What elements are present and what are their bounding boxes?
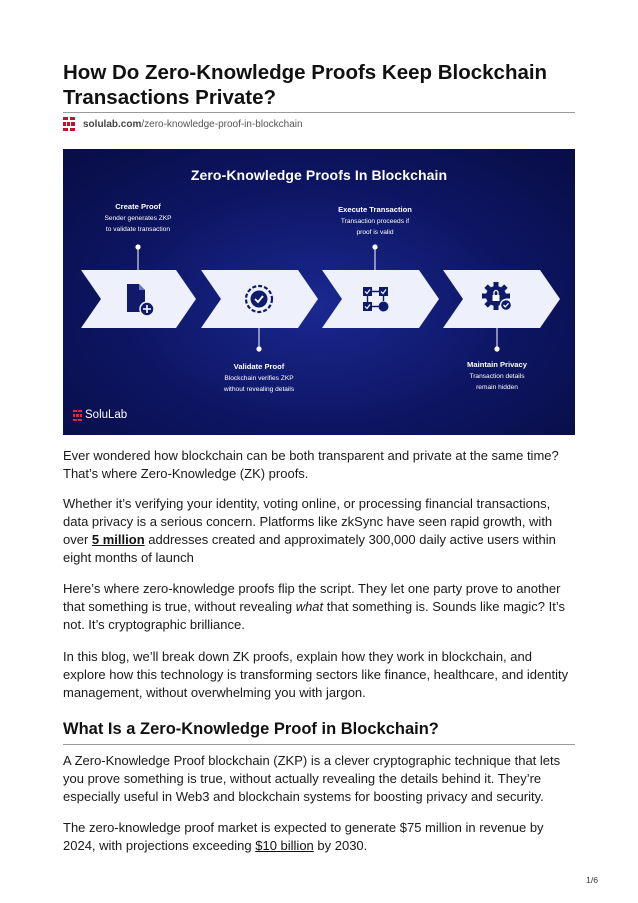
paragraph-text: by 2030.	[313, 838, 368, 853]
paragraph-text: Whether it’s verifying your identity, voting online, or processing financial transactions, data privacy is a serious concern. Platforms like zkSync have seen rapid growth, with over	[63, 496, 553, 547]
ten-billion-link[interactable]: $10 billion	[255, 838, 314, 853]
paragraph-flip	[63, 580, 575, 634]
paragraph-text: The zero-knowledge proof market is expected to generate $75 million in revenue by 2024, with projections exceeding	[63, 820, 544, 853]
section-divider	[63, 744, 575, 745]
step-execute-transaction	[315, 204, 435, 238]
hero-infographic	[63, 149, 575, 435]
paragraph-text: that something is. Sounds like magic? It’s not. It’s cryptographic brilliance.	[63, 599, 565, 632]
brand-logo	[73, 409, 127, 421]
paragraph-text: addresses created and approximately 300,000 daily active users within eight months of launch	[63, 532, 556, 565]
step-line: Blockchain verifies ZKP	[224, 375, 294, 382]
paragraph-privacy	[63, 495, 575, 567]
step-line: Sender generates ZKP	[104, 215, 172, 222]
title-divider	[63, 112, 575, 113]
section-heading: What Is a Zero-Knowledge Proof in Blockchain?	[63, 720, 439, 738]
step-line: Transaction details	[469, 373, 525, 380]
step-line: proof is valid	[356, 229, 394, 236]
step-heading: Execute Transaction	[338, 205, 412, 214]
source-path: /zero-knowledge-proof-in-blockchain	[141, 118, 303, 130]
step-heading: Create Proof	[115, 202, 161, 211]
paragraph-blog-overview: In this blog, we’ll break down ZK proofs, explain how they work in blockchain, and explore how this technology is transforming sectors like finance, healthcare, and identity management, without overwhelming you with jargon.	[63, 649, 569, 700]
step-line: without revealing details	[223, 386, 295, 393]
paragraph-text: Here’s where zero-knowledge proofs flip the script. They let one party prove to another that something is true, without revealing	[63, 581, 561, 614]
step-line: to validate transaction	[105, 226, 171, 233]
solulab-logo-icon	[73, 410, 82, 421]
source-link[interactable]	[83, 119, 303, 130]
paragraph-definition: A Zero-Knowledge Proof blockchain (ZKP) is a clever cryptographic technique that lets you prove something is true, without actually revealing the details behind it. They’re especially useful in Web3 and blockchain systems for boosting privacy and security.	[63, 753, 561, 804]
step-arrow-3	[322, 270, 439, 328]
step-line: Transaction proceeds if	[340, 218, 410, 225]
step-create-proof	[78, 201, 198, 235]
solulab-favicon-icon	[63, 117, 75, 131]
paragraph-market	[63, 819, 575, 855]
paragraph-intro: Ever wondered how blockchain can be both transparent and private at the same time? That’s where Zero-Knowledge (ZK) proofs.	[63, 448, 559, 481]
source-domain: solulab.com	[83, 118, 142, 130]
source-line	[63, 116, 303, 132]
step-validate-proof	[199, 361, 319, 395]
brand-name: SoluLab	[85, 409, 128, 421]
article-title: How Do Zero-Knowledge Proofs Keep Blockchain Transactions Private?	[63, 61, 548, 109]
step-heading: Validate Proof	[233, 362, 285, 371]
step-maintain-privacy	[437, 359, 557, 393]
step-heading: Maintain Privacy	[467, 360, 527, 369]
five-million-link[interactable]: 5 million	[91, 532, 145, 547]
page-number: 1/6	[586, 875, 598, 885]
emphasis-what: what	[295, 599, 324, 614]
hero-title: Zero-Knowledge Proofs In Blockchain	[190, 167, 448, 183]
step-line: remain hidden	[476, 384, 518, 391]
